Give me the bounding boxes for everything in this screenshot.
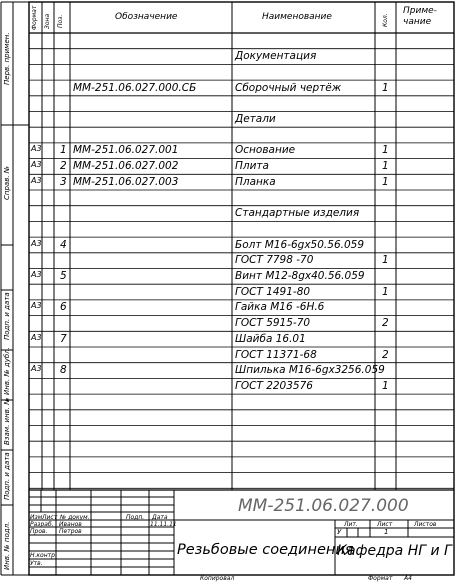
side-label-sprav-no: Справ. № [3,165,11,200]
row-pos: 1 [60,144,67,157]
row-name: ГОСТ 5915-70 [235,317,311,330]
row-pos: 8 [60,364,67,377]
tb-data: Дата [152,514,168,521]
row-name: ГОСТ 2203576 [235,379,313,392]
side-label-podp-data-2: Подп. и дата [3,452,11,500]
row-qty: 1 [382,160,389,173]
tb-izm: Изм [30,514,43,521]
tb-lit-value: У [337,528,342,536]
row-qty: 1 [382,175,389,188]
row-name: Винт М12-8gх40.56.059 [235,270,365,282]
tb-utv: Утв. [30,560,43,567]
row-name: Стандартные изделия [235,207,360,220]
row-qty: 1 [382,81,389,94]
row-pos: 2 [60,160,67,173]
tb-lit: Лит. [344,521,358,528]
row-name: Шайба 16.01 [235,332,306,345]
row-name: Плита [235,160,269,173]
row-pos: 4 [60,238,67,251]
row-qty: 2 [382,317,389,330]
tb-list: Лист [42,514,58,521]
row-name: Сборочный чертёж [235,81,342,94]
row-pos: 5 [60,270,67,282]
tb-listov: Листов [414,521,437,528]
tb-format-label: Формат [368,575,393,582]
row-qty: 1 [382,144,389,157]
header-note-line2: чание [403,17,432,27]
header-name: Наименование [262,12,332,22]
row-format: А3 [31,332,42,342]
header-zone: Зона [44,13,51,29]
row-format: А3 [31,175,42,185]
header-designation: Обозначение [115,12,178,22]
header-qty: Кол. [382,13,389,27]
row-name: Гайка М16 -6Н.6 [235,301,325,314]
side-label-vzam-inv: Взам. инв. № [3,397,11,445]
row-qty: 1 [382,285,389,298]
tb-prov: Пров. [30,528,48,535]
row-name: ГОСТ 11371-68 [235,348,317,361]
row-designation: ММ-251.06.027.000.СБ [73,81,197,94]
doc-number: ММ-251.06.027.000 [238,496,409,516]
tb-format-value: А4 [404,575,412,582]
tb-razrab-date: 11.11.11 [150,521,177,528]
row-designation: ММ-251.06.027.001 [73,144,179,157]
row-pos: 3 [60,175,67,188]
row-name: Основание [235,144,296,157]
row-name: Детали [235,113,276,125]
side-label-inv-dubl: Инв. № дубл. [3,347,11,395]
side-label-podp-data-1: Подп. и дата [3,292,11,340]
tb-no-dokum: № докум. [60,514,90,521]
row-name: Планка [235,175,276,188]
tb-org: Кафедра НГ и Г [337,543,452,559]
row-format: А3 [31,238,42,248]
row-qty: 1 [382,254,389,267]
tb-list-value: 1 [384,528,389,536]
tb-copied: Копировал [200,575,235,582]
row-qty: 1 [382,379,389,392]
tb-n-kontr: Н.контр. [30,552,57,559]
row-format: А3 [31,301,42,311]
tb-razrab: Разраб. [30,521,54,528]
row-designation: ММ-251.06.027.002 [73,160,179,173]
row-name: Болт М16-6gх50.56.059 [235,238,364,251]
row-name: ГОСТ 1491-80 [235,285,311,298]
row-format: А3 [31,160,42,170]
tb-prov-name: Петров [59,528,82,535]
header-pos: Поз. [57,14,64,28]
row-format: А3 [31,364,42,374]
row-name: Шпилька М16-6gх3256.059 [235,364,385,377]
header-note-line1: Приме- [403,6,437,16]
row-qty: 2 [382,348,389,361]
side-label-perv-primen: Перв. примен. [3,32,11,85]
side-label-inv-podl: Инв. № подл. [3,521,11,570]
tb-podp: Подп. [126,514,145,521]
row-pos: 6 [60,301,67,314]
tb-title: Резьбовые соединения [177,542,354,558]
row-name: Документация [235,50,317,63]
row-pos: 7 [60,332,67,345]
row-format: А3 [31,270,42,279]
row-name: ГОСТ 7798 -70 [235,254,314,267]
header-format: Формат [31,5,38,30]
row-format: А3 [31,144,42,154]
tb-razrab-name: Иванов [59,521,82,528]
tb-list-col: Лист [377,521,393,528]
row-designation: ММ-251.06.027.003 [73,175,179,188]
